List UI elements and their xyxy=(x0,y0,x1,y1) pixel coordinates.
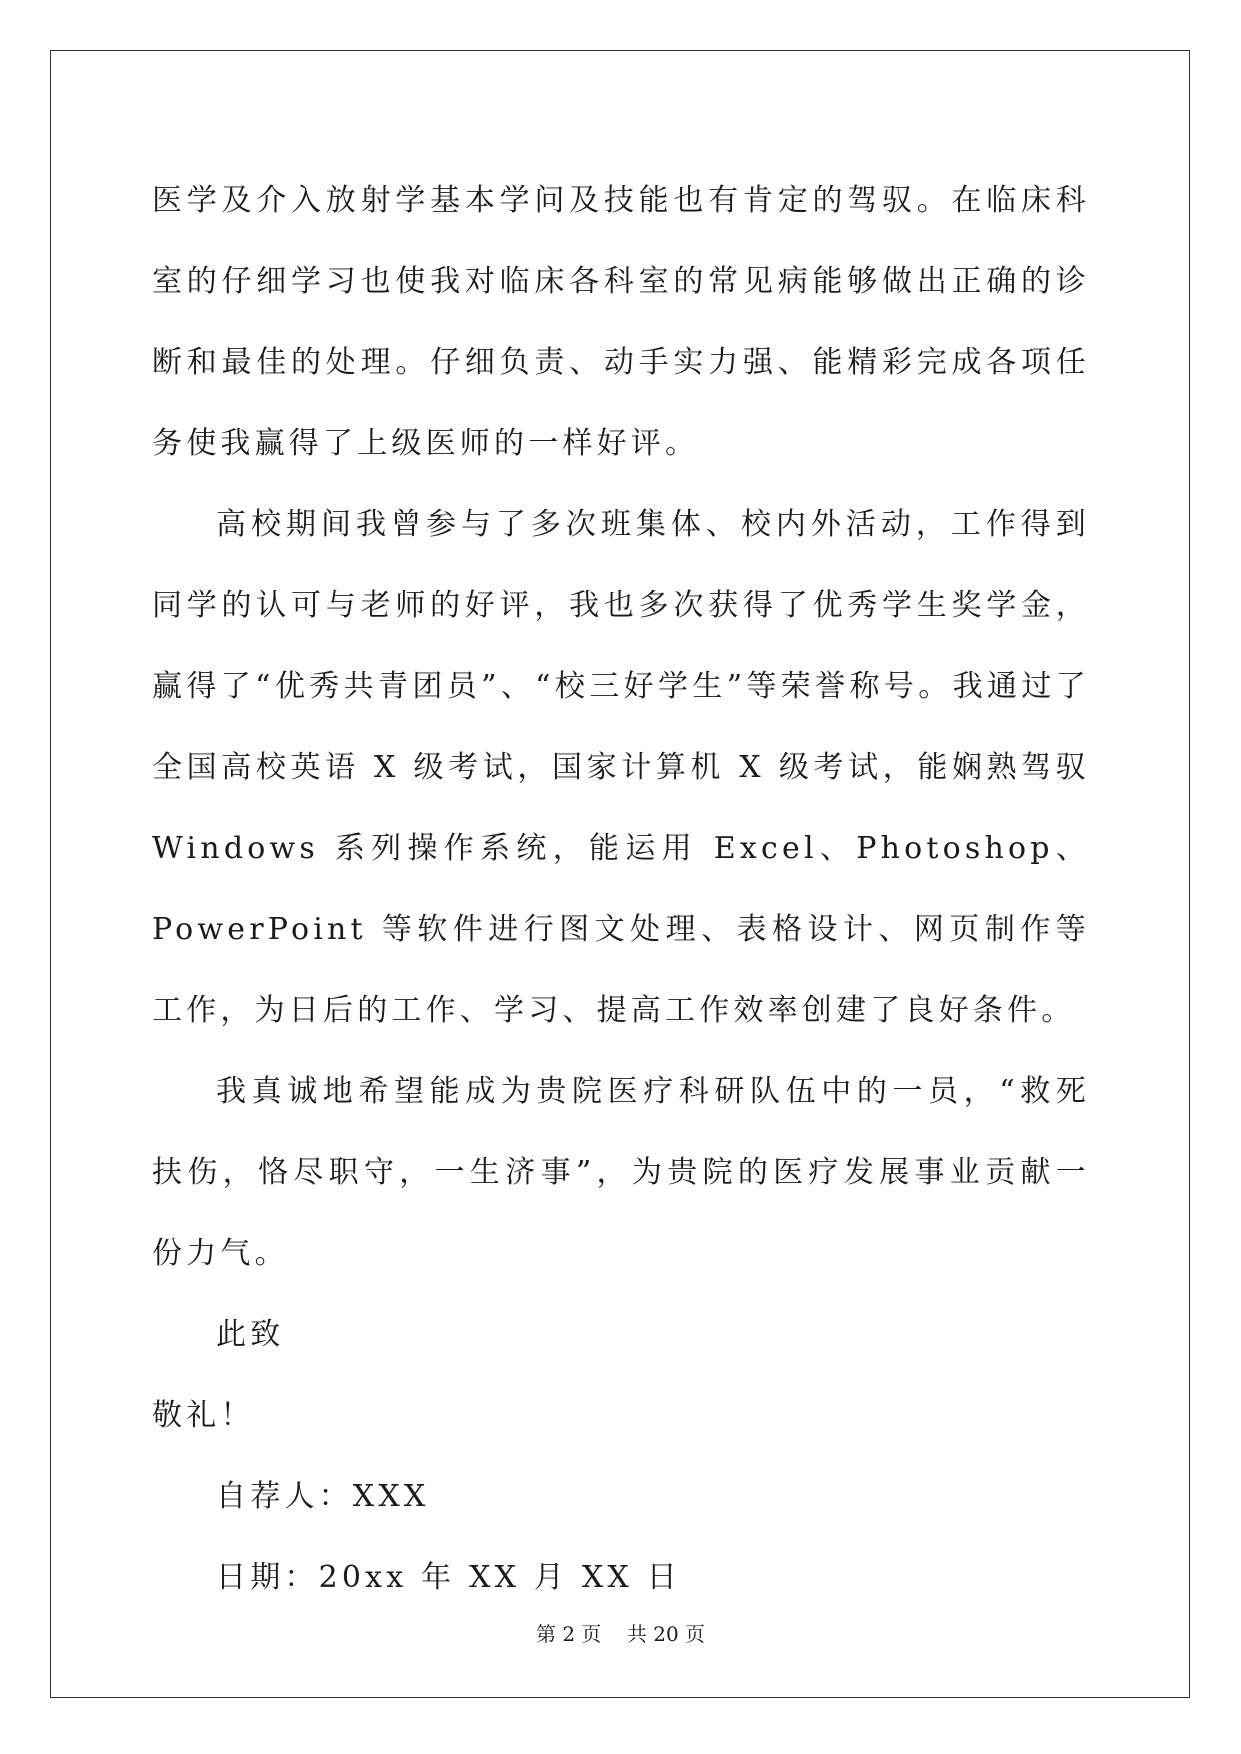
salutation-open: 此致 xyxy=(216,1317,285,1352)
letter-body xyxy=(152,160,1090,1618)
page-total: 共 20 页 xyxy=(626,1622,706,1646)
page-footer xyxy=(0,1622,1241,1646)
paragraph-1: 医学及介入放射学基本学问及技能也有肯定的驾驭。在临床科室的仔细学习也使我对临床各科室的常见病能够做出正确的诊断和最佳的处理。仔细负责、动手实力强、能精彩完成各项任务使我赢得了上级医师的一样好评。 xyxy=(152,183,1090,461)
paragraph-2: 高校期间我曾参与了多次班集体、校内外活动，工作得到同学的认可与老师的好评，我也多次获得了优秀学生奖学金，赢得了“优秀共青团员”、“校三好学生”等荣誉称号。我通过了全国高校英语 X 级考试，国家计算机 X 级考试，能娴熟驾驭 Windows 系列操作系统，能运用 Excel、Photoshop、PowerPoint 等软件进行图文处理、表格设计、网页制作等工作，为日后的工作、学习、提高工作效率创建了良好条件。 xyxy=(152,507,1090,1028)
paragraph-3: 我真诚地希望能成为贵院医疗科研队伍中的一员，“救死扶伤，恪尽职守，一生济事”，为贵院的医疗发展事业贡献一份力气。 xyxy=(152,1074,1090,1271)
signature: 自荐人：XXX xyxy=(216,1479,430,1514)
page-number: 第 2 页 xyxy=(535,1622,602,1646)
salutation-close: 敬礼！ xyxy=(152,1398,255,1433)
date: 日期：20xx 年 XX 月 XX 日 xyxy=(216,1560,681,1595)
